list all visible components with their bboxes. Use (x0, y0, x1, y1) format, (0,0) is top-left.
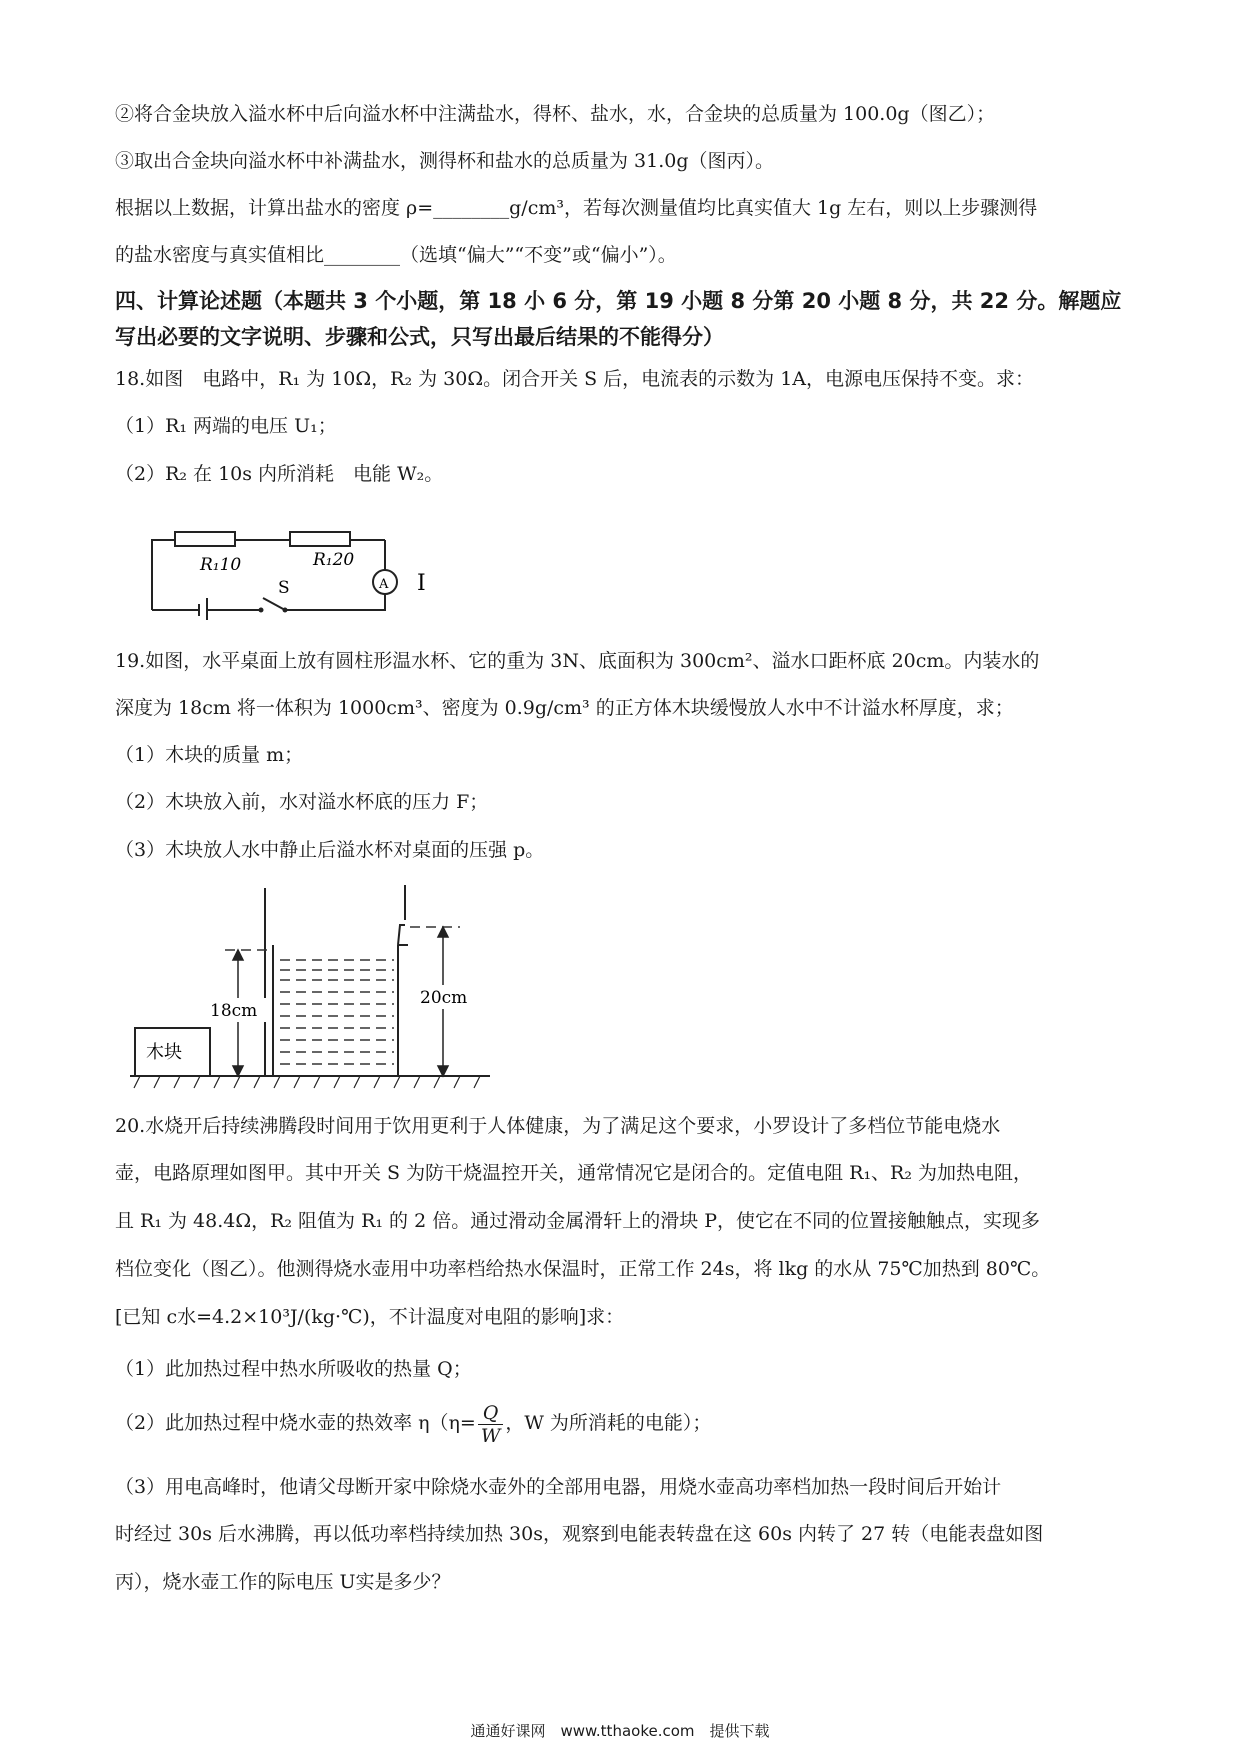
question-18-part-2: （2）R₂ 在 10s 内所消耗 电能 W₂。 (115, 463, 444, 485)
text-line: 根据以上数据，计算出盐水的密度 ρ=________g/cm³，若每次测量值均比真实值大 1g 左右，则以上步骤测得 (115, 197, 1038, 219)
switch-label: S (278, 578, 290, 598)
section-heading: 四、计算论述题（本题共 3 个小题，第 18 小 6 分，第 19 小题 8 分第 20 小题 8 分，共 22 分。解题应写出必要的文字说明、步骤和公式，只写出最后结果的不能得分） (115, 289, 1122, 349)
part-2-text-start: （2）此加热过程中烧水壶的热效率 η（η= (115, 1412, 476, 1434)
ammeter-label: A (379, 577, 389, 592)
part-2-text-end: ，W 为所消耗的电能）； (505, 1412, 712, 1434)
question-20-line-3: 且 R₁ 为 48.4Ω，R₂ 阻值为 R₁ 的 2 倍。通过滑动金属滑轩上的滑块 P，使它在不同的位置接触触点，实现多 (115, 1210, 1041, 1232)
height-label: 20cm (420, 988, 468, 1008)
question-20-part-3-line-3: 丙），烧水壶工作的际电压 U实是多少？ (115, 1571, 451, 1593)
fraction-numerator: Q (478, 1402, 504, 1425)
question-18: 18.如图 电路中，R₁ 为 10Ω，R₂ 为 30Ω。闭合开关 S 后，电流表的示数为 1A，电源电压保持不变。求： (115, 368, 1035, 390)
circuit-diagram (145, 510, 455, 620)
question-20-part-3-line-2: 时经过 30s 后水沸腾，再以低功率档持续加热 30s，观察到电能表转盘在这 60s 内转了 27 转（电能表盘如图 (115, 1523, 1044, 1545)
page-footer: 通通好课网 www.tthaoke.com 提供下载 (470, 1722, 770, 1740)
r2-label: R₁20 (313, 550, 355, 570)
question-20-line-4: 档位变化（图乙）。他测得烧水壶用中功率档给热水保温时，正常工作 24s，将 lkg 的水从 75℃加热到 80℃。 (115, 1258, 1051, 1280)
r1-label: R₁10 (200, 555, 242, 575)
text-line: ②将合金块放入溢水杯中后向溢水杯中注满盐水，得杯、盐水，水，合金块的总质量为 100.0g（图乙）； (115, 103, 996, 125)
question-19-part-2: （2）木块放入前，水对溢水杯底的压力 F； (115, 791, 489, 813)
question-20-part-3-line-1: （3）用电高峰时，他请父母断开家中除烧水壶外的全部用电器，用烧水壶高功率档加热一段时间后开始计 (115, 1476, 1002, 1498)
efficiency-fraction (478, 1402, 504, 1447)
question-19-part-1: （1）木块的质量 m； (115, 744, 304, 766)
wood-block-label: 木块 (146, 1042, 182, 1063)
question-18-part-1: （1）R₁ 两端的电压 U₁； (115, 415, 337, 437)
overflow-cup-diagram (130, 880, 500, 1095)
text-line: ③取出合金块向溢水杯中补满盐水，测得杯和盐水的总质量为 31.0g（图丙）。 (115, 150, 775, 172)
fraction-denominator: W (480, 1424, 501, 1447)
question-19-line-2: 深度为 18cm 将一体积为 1000cm³、密度为 0.9g/cm³ 的正方体木块缓慢放人水中不计溢水杯厚度，求； (115, 697, 1014, 719)
side-mark: I (417, 571, 426, 596)
text-line: 的盐水密度与真实值相比________（选填“偏大”“不变”或“偏小”）。 (115, 244, 677, 266)
question-20-line-2: 壶，电路原理如图甲。其中开关 S 为防干烧温控开关，通常情况它是闭合的。定值电阻 R₁、R₂ 为加热电阻， (115, 1162, 1033, 1184)
question-20-line-5: [已知 c水=4.2×10³J/(kg·℃)，不计温度对电阻的影响]求： (115, 1306, 625, 1328)
question-19-part-3: （3）木块放人水中静止后溢水杯对桌面的压强 p。 (115, 839, 545, 861)
question-20-line-1: 20.水烧开后持续沸腾段时间用于饮用更利于人体健康，为了满足这个要求，小罗设计了多档位节能电烧水 (115, 1115, 1001, 1137)
question-19-line-1: 19.如图，水平桌面上放有圆柱形温水杯、它的重为 3N、底面积为 300cm²、溢水口距杯底 20cm。内装水的 (115, 650, 1040, 672)
question-20-part-2 (115, 1398, 1135, 1448)
depth-label: 18cm (210, 1001, 258, 1021)
question-20-part-1: （1）此加热过程中热水所吸收的热量 Q； (115, 1358, 472, 1380)
